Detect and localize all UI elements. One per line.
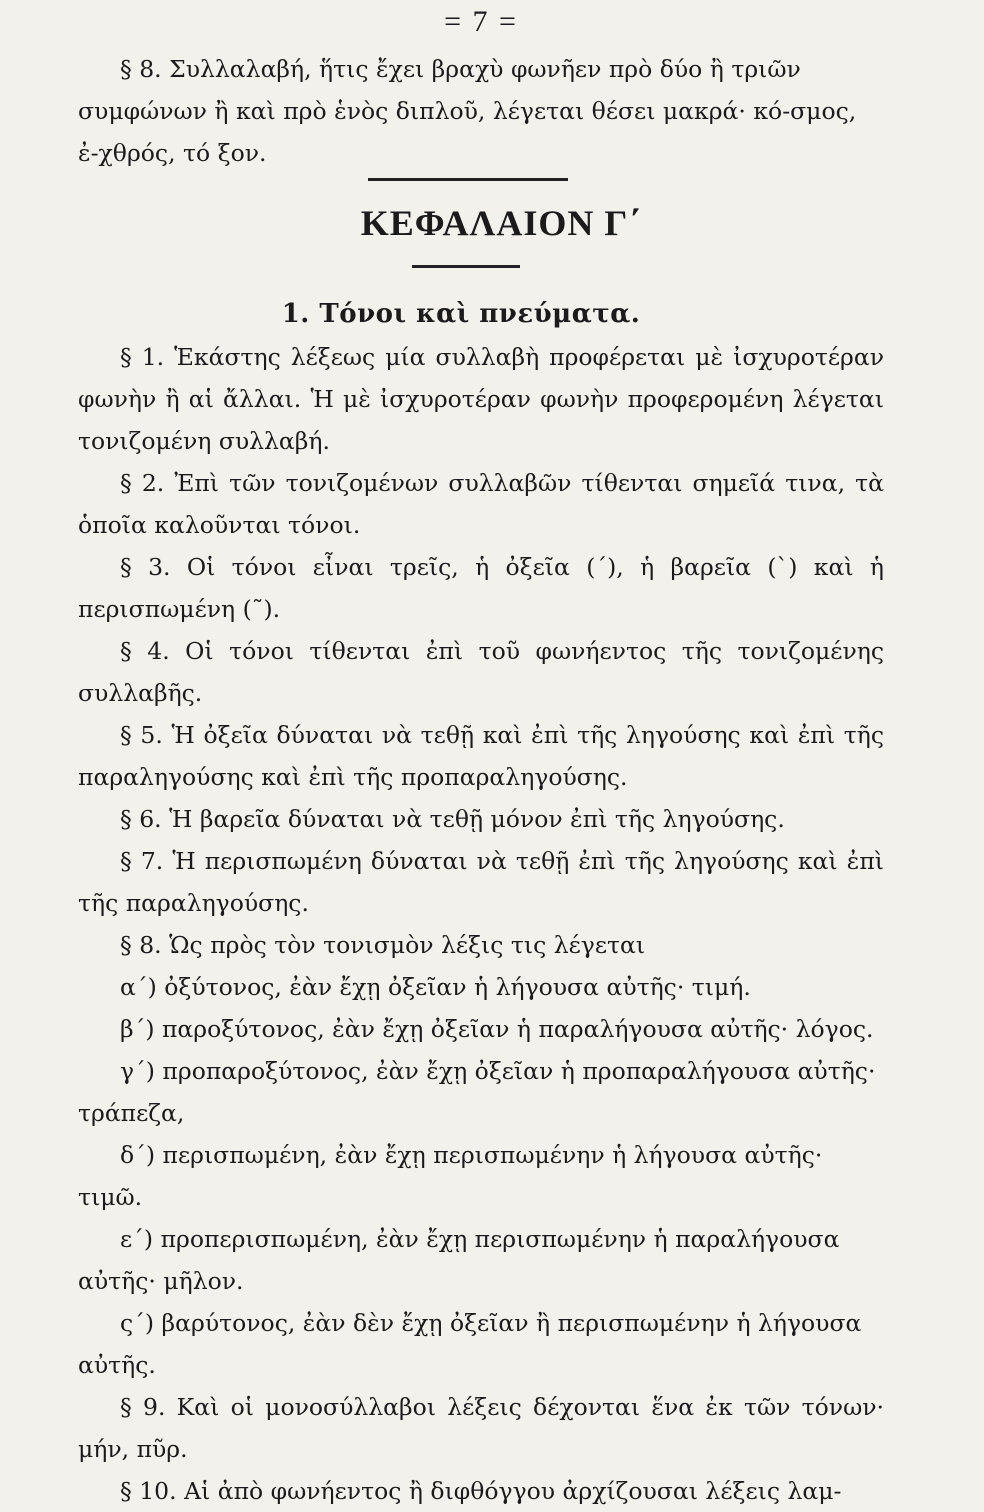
- list-item-text: ς΄) βαρύτονος, ἐὰν δὲν ἔχῃ ὀξεῖαν ἢ περισπωμένην ἡ λήγουσα: [120, 1309, 862, 1337]
- list-item-continuation: αὐτῆς· μῆλον.: [78, 1267, 244, 1295]
- list-item-text: γ΄) προπαροξύτονος, ἐὰν ἔχῃ ὀξεῖαν ἡ προπαραλήγουσα αὐτῆς·: [120, 1057, 876, 1085]
- list-item-continuation: τράπεζα,: [78, 1099, 185, 1127]
- page-number: = 7 =: [444, 5, 518, 38]
- closing-paragraphs: [78, 1386, 884, 1512]
- list-item-continuation: τιμῶ.: [78, 1183, 143, 1211]
- paragraph: § 8. Ὡς πρὸς τὸν τονισμὸν λέξις τις λέγεται: [120, 931, 646, 959]
- paragraph-list: [78, 336, 884, 966]
- paragraph: § 6. Ἡ βαρεῖα δύναται νὰ τεθῇ μόνον ἐπὶ τῆς ληγούσης.: [120, 805, 785, 833]
- list-item: [78, 1008, 884, 1050]
- intro-line-1: § 8. Συλλαλαβή, ἥτις ἔχει βραχὺ φωνῆεν πρὸ δύο ἢ τριῶν: [120, 55, 801, 83]
- section-title: 1. Τόνοι καὶ πνεύματα.: [281, 299, 641, 329]
- intro-line-2: συμφώνων ἢ καὶ πρὸ ἑνὸς διπλοῦ, λέγεται θέσει μακρά· κό-σμος,: [78, 97, 857, 125]
- intro-paragraph: [78, 48, 884, 174]
- list-item: [78, 1050, 884, 1134]
- paragraph: § 10. Αἱ ἀπὸ φωνήεντος ἢ διφθόγγου ἀρχίζουσαι λέξεις λαμ-: [120, 1477, 842, 1505]
- list-item: [78, 1218, 884, 1302]
- divider-top: [368, 178, 568, 181]
- paragraph: § 1. Ἑκάστης λέξεως μία συλλαβὴ προφέρεται μὲ ἰσχυροτέραν φωνὴν ἢ αἱ ἄλλαι. Ἡ μὲ ἰσχυροτέραν φωνὴν προφερομένη λέγεται τονιζομένη συλλαβή.: [78, 343, 884, 455]
- list-item: [78, 1134, 884, 1218]
- paragraph: § 7. Ἡ περισπωμένη δύναται νὰ τεθῇ ἐπὶ τῆς ληγούσης καὶ ἐπὶ τῆς παραληγούσης.: [78, 847, 884, 917]
- accent-classification-list: [78, 966, 884, 1386]
- intro-line-3: ἐ-χθρός, τό ξον.: [78, 139, 267, 167]
- list-item: [78, 1302, 884, 1386]
- divider-middle: [412, 265, 520, 268]
- paragraph: § 2. Ἐπὶ τῶν τονιζομένων συλλαβῶν τίθενται σημεῖά τινα, τὰ ὁποῖα καλοῦνται τόνοι.: [78, 469, 884, 539]
- paragraph: § 9. Καὶ οἱ μονοσύλλαβοι λέξεις δέχονται ἕνα ἐκ τῶν τόνων· μήν, πῦρ.: [78, 1393, 884, 1463]
- paragraph: § 5. Ἡ ὀξεῖα δύναται νὰ τεθῇ καὶ ἐπὶ τῆς ληγούσης καὶ ἐπὶ τῆς παραληγούσης καὶ ἐπὶ τῆς προπαραληγούσης.: [78, 721, 884, 791]
- paragraph: § 4. Οἱ τόνοι τίθενται ἐπὶ τοῦ φωνήεντος τῆς τονιζομένης συλλαβῆς.: [78, 637, 884, 707]
- list-item: [78, 966, 884, 1008]
- list-item-text: ε΄) προπερισπωμένη, ἐὰν ἔχῃ περισπωμένην ἡ παραλήγουσα: [120, 1225, 840, 1253]
- list-item-continuation: αὐτῆς.: [78, 1351, 156, 1379]
- list-item-text: δ΄) περισπωμένη, ἐὰν ἔχῃ περισπωμένην ἡ λήγουσα αὐτῆς·: [120, 1141, 823, 1169]
- chapter-title: ΚΕΦΑΛΑΙΟΝ Γ΄: [360, 203, 642, 243]
- list-item-text: β΄) παροξύτονος, ἐὰν ἔχῃ ὀξεῖαν ἡ παραλήγουσα αὐτῆς· λόγος.: [120, 1015, 874, 1043]
- list-item-text: α΄) ὀξύτονος, ἐὰν ἔχῃ ὀξεῖαν ἡ λήγουσα αὐτῆς· τιμή.: [120, 973, 751, 1001]
- paragraph: § 3. Οἱ τόνοι εἶναι τρεῖς, ἡ ὀξεῖα (΄), ἡ βαρεῖα (`) καὶ ἡ περισπωμένη (῀).: [78, 553, 884, 623]
